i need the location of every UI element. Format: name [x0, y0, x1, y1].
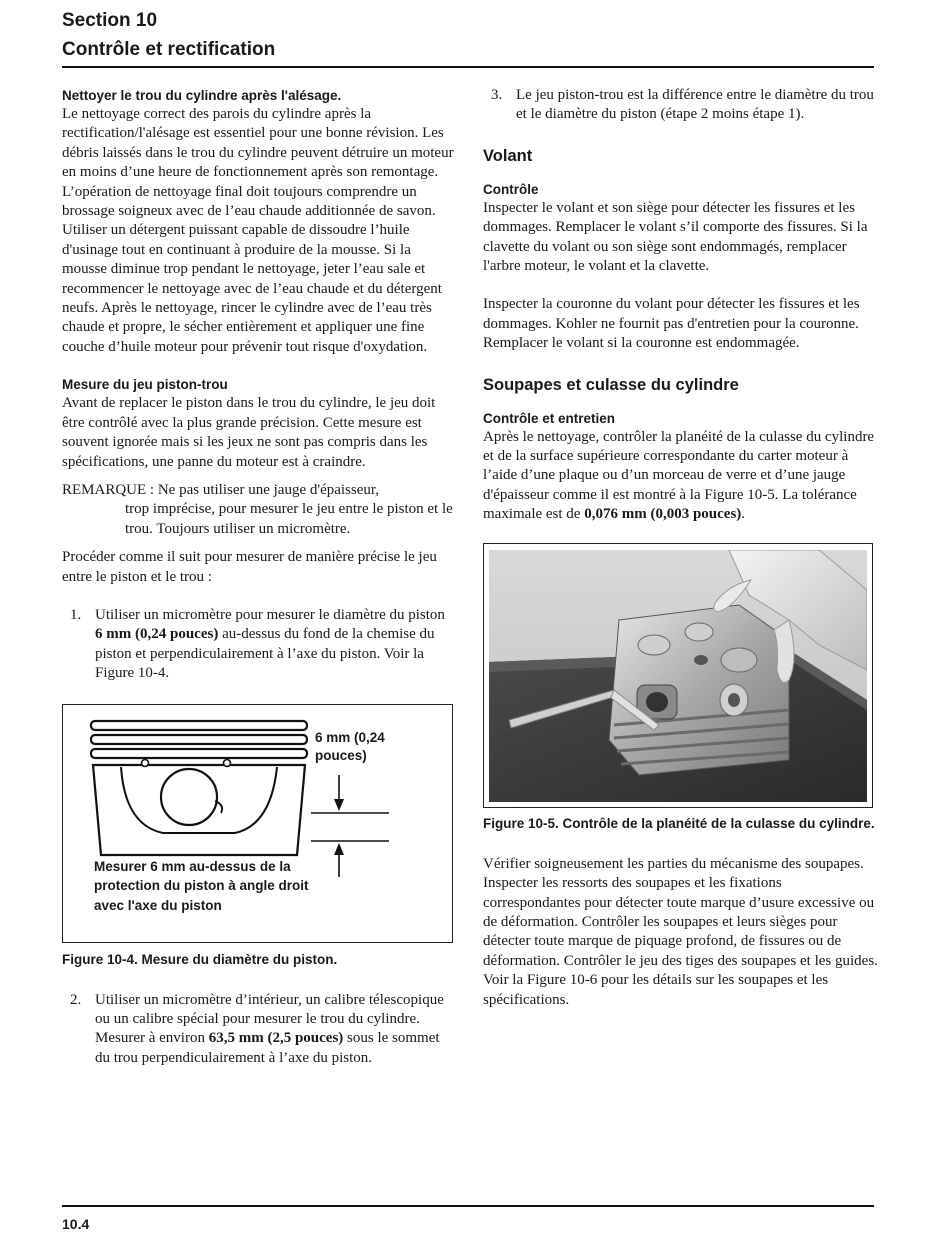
paragraph-cleaning-2: L’opération de nettoyage final doit toujours comprendre un brossage soigneux avec de l’eau chaude additionnée de savon. Utiliser un détergent puissant capable de dissoudre l’huile d'usinage tout en continuant à produire de la mousse. Si la mousse diminue trop pendant le nettoyage, jeter l’eau sale et recommencer le nettoyage avec de l’eau chaude et du détergent neufs. Après le nettoyage, rincer le cylindre avec de l’eau très chaude et propre, le sécher entièrement et appliquer une fine couche d’huile moteur pour prévenir tout risque d'oxydation.	[62, 183, 442, 355]
step-2-measure: 63,5 mm (2,5 pouces)	[208, 1030, 344, 1047]
figure-cylinder-head-photo	[483, 543, 873, 808]
left-column	[62, 86, 455, 1068]
step-1	[62, 606, 455, 684]
cylinder-head-photo	[489, 550, 867, 802]
step-2-text: Utiliser un micromètre d’intérieur, un calibre télescopique ou un calibre spécial pour mesurer le trou du cylindre. Mesurer à environ 63,5 mm (2,5 pouces) sous le sommet du trou perpendiculairement à l’axe du piston.	[95, 991, 444, 1066]
section-header	[62, 6, 275, 64]
step-3	[483, 86, 878, 125]
paragraph-clearance-intro: Avant de replacer le piston dans le trou du cylindre, le jeu doit être contrôlé avec la plus grande précision. Cette mesure est souvent ignorée mais si les jeux ne sont pas compris dans les spécifications, une panne du moteur est à craindre.	[62, 395, 436, 470]
step-3-number: 3.	[491, 87, 503, 103]
paragraph-soupapes-2: Vérifier soigneusement les parties du mécanisme des soupapes. Inspecter les ressorts des soupapes et les fixations correspondantes pour détecter toute marque d’usure excessive ou de déformation. Contrôler les soupapes et leurs sièges pour détecter toute marque de piquage profond, de fissures ou de déformation. Contrôler le jeu des tiges des soupapes et les guides. Voir la Figure 10-6 pour les détails sur les soupapes et les spécifications.	[483, 855, 878, 1008]
subheading-controle-entretien: Contrôle et entretien	[483, 410, 616, 426]
page-number: 10.4	[62, 1216, 90, 1232]
section-number: Section 10	[62, 10, 158, 31]
step-2-number: 2.	[70, 991, 82, 1008]
figure-caption-10-4: Figure 10-4. Mesure du diamètre du piston.	[62, 951, 338, 967]
step-1-text: Utiliser un micromètre pour mesurer le diamètre du piston 6 mm (0,24 pouces) au-dessus du fond de la chemise du piston et perpendiculairement à l’axe du piston. Voir la Figure 10-4.	[95, 606, 445, 682]
tolerance-value: 0,076 mm (0,003 pouces)	[584, 506, 742, 523]
paragraph-cleaning-1: Le nettoyage correct des parois du cylindre après la rectification/l'alésage est essentiel pour une bonne révision. Les débris laissés dans le trou du cylindre peuvent détruire un moteur en moins d’une heure de fonctionnement après son remontage.	[62, 106, 454, 181]
note-remarque	[62, 481, 455, 539]
footer-rule	[62, 1205, 874, 1207]
paragraph-volant-2: Inspecter la couronne du volant pour détecter les fissures et les dommages. Kohler ne fournit pas d'entretien pour la couronne. Remplacer le volant si la couronne est endommagée.	[483, 296, 860, 352]
paragraph-soupapes-1: Après le nettoyage, contrôler la planéité de la culasse du cylindre et de la surface supérieure correspondante du carter moteur à l’aide d’une plaque ou d’un morceau de verre et d’une jauge d'épaisseur comme il est montré à la Figure 10-5. La tolérance maximale est de 0,076 mm (0,003 pouces).	[483, 428, 875, 523]
figure-label-instruction: Mesurer 6 mm au-dessus de la protection du piston à angle droit avec l'axe du piston	[94, 858, 309, 913]
figure-caption-10-5: Figure 10-5. Contrôle de la planéité de la culasse du cylindre.	[483, 815, 875, 831]
paragraph-procedure: Procéder comme il suit pour mesurer de manière précise le jeu entre le piston et le trou :	[62, 549, 437, 585]
step-1-measure: 6 mm (0,24 pouces)	[95, 626, 219, 643]
section-title: Contrôle et rectification	[62, 39, 276, 60]
step-2	[62, 991, 455, 1069]
paragraph-volant-1: Inspecter le volant et son siège pour détecter les fissures et les dommages. Remplacer le volant s’il comporte des fissures. Si la clavette du volant ou son siège sont endommagés, remplacer l'arbre moteur, le volant et la clavette.	[483, 199, 868, 275]
note-continuation: trop imprécise, pour mesurer le jeu entre le piston et le trou. Toujours utiliser un micromètre.	[125, 501, 453, 537]
heading-piston-clearance: Mesure du jeu piston-trou	[62, 377, 228, 393]
note-first-line: REMARQUE : Ne pas utiliser une jauge d'épaisseur,	[62, 481, 380, 498]
step-3-text: Le jeu piston-trou est la différence entre le diamètre du trou et le diamètre du piston (étape 2 moins étape 1).	[516, 87, 874, 123]
heading-cleaning: Nettoyer le trou du cylindre après l'alésage.	[62, 88, 342, 103]
header-rule	[62, 66, 874, 68]
step-1-number: 1.	[70, 606, 82, 623]
figure-piston-diagram	[62, 704, 453, 943]
subheading-volant-controle: Contrôle	[483, 181, 539, 197]
figure-label-dimension: 6 mm (0,24 pouces)	[315, 729, 385, 763]
right-column	[483, 86, 878, 1010]
heading-soupapes: Soupapes et culasse du cylindre	[483, 375, 739, 394]
heading-volant: Volant	[483, 146, 533, 165]
